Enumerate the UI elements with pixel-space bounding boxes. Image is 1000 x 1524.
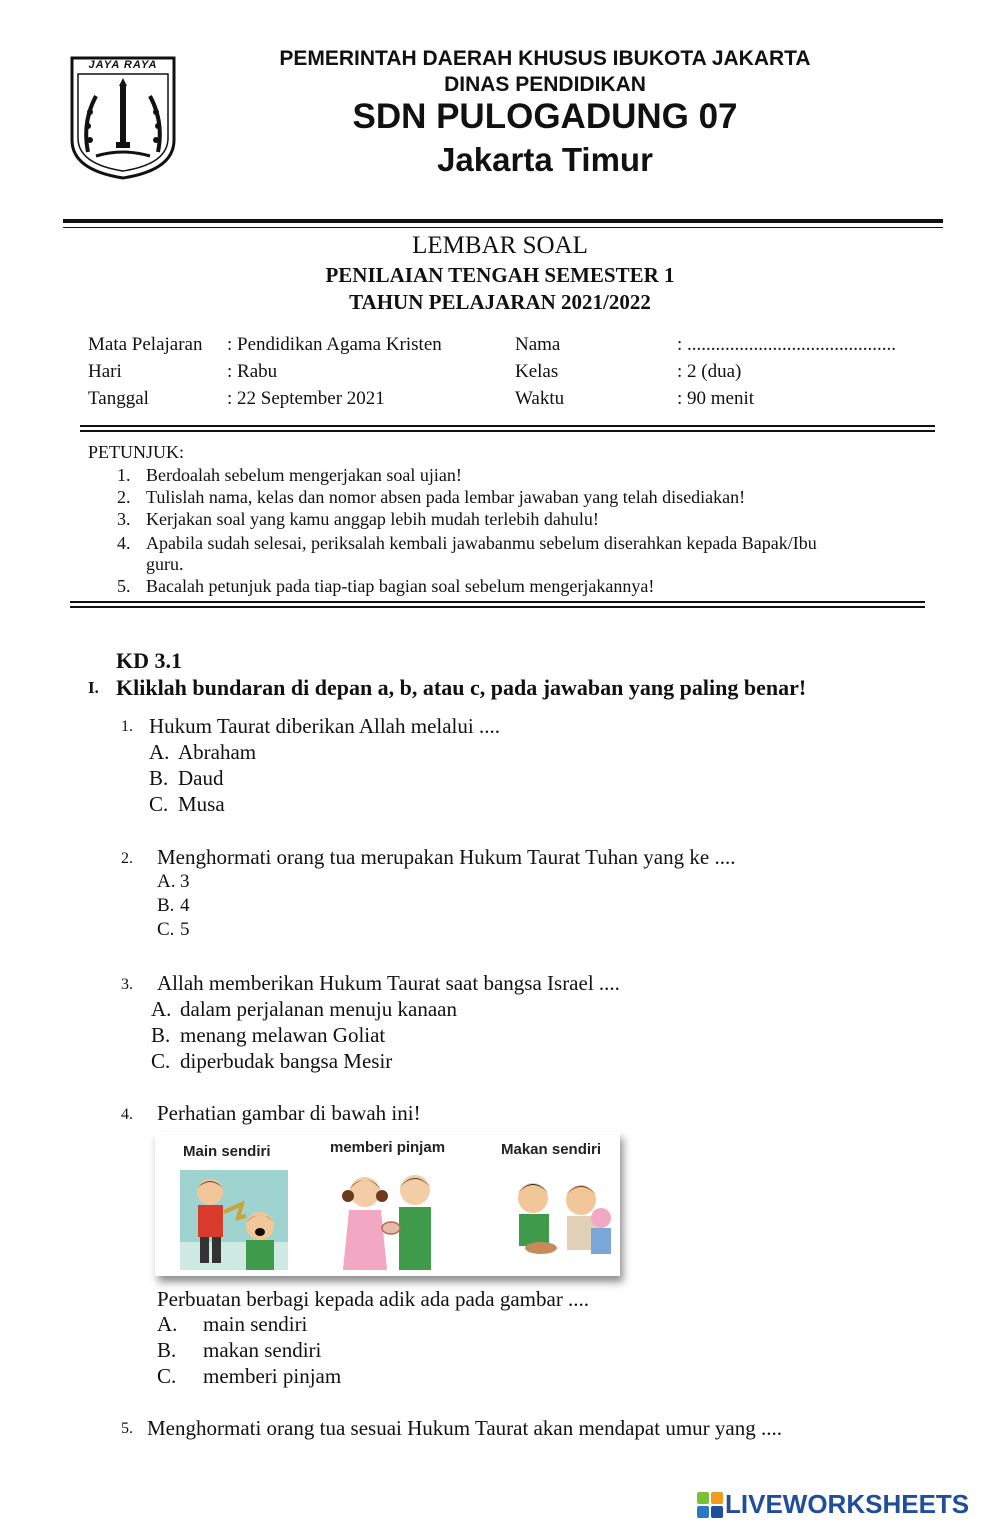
question-followup: Perbuatan berbagi kepada adik ada pada gambar ....	[157, 1287, 590, 1311]
option-letter[interactable]: C.	[157, 919, 175, 940]
option-text[interactable]: Daud	[178, 766, 224, 790]
date-value: : 22 September 2021	[227, 388, 385, 409]
section-roman: I.	[88, 678, 99, 697]
option-letter[interactable]: A.	[149, 740, 170, 764]
header-school-name: SDN PULOGADUNG 07	[352, 97, 738, 136]
liveworksheets-wordmark: LIVEWORKSHEETS	[725, 1489, 970, 1519]
instruction-text: Tulislah nama, kelas dan nomor absen pada lembar jawaban yang telah disediakan!	[146, 487, 746, 507]
instructions-divider-bottom	[70, 606, 925, 608]
question-number: 5.	[121, 1420, 133, 1437]
picture-caption: Makan sendiri	[501, 1141, 602, 1158]
instruction-text: Kerjakan soal yang kamu anggap lebih mudah terlebih dahulu!	[146, 509, 599, 529]
name-label: Nama	[515, 334, 561, 355]
instructions-divider-top	[70, 601, 925, 603]
academic-year: TAHUN PELAJARAN 2021/2022	[349, 290, 651, 314]
class-label: Kelas	[515, 361, 559, 382]
option-text[interactable]: memberi pinjam	[203, 1364, 342, 1388]
day-label: Hari	[88, 361, 122, 382]
option-text[interactable]: Abraham	[178, 740, 257, 764]
instructions-heading: PETUNJUK:	[88, 442, 185, 462]
date-label: Tanggal	[88, 388, 149, 409]
instruction-number: 5.	[117, 576, 131, 596]
header-department: DINAS PENDIDIKAN	[444, 73, 646, 96]
option-text[interactable]: 3	[180, 871, 190, 892]
option-letter[interactable]: C.	[151, 1049, 171, 1073]
picture-caption: memberi pinjam	[330, 1139, 446, 1156]
subject-label: Mata Pelajaran	[88, 334, 203, 355]
header-divider-thick	[63, 219, 943, 223]
instruction-number: 2.	[117, 487, 131, 507]
subject-value: : Pendidikan Agama Kristen	[227, 334, 442, 355]
time-value: : 90 menit	[677, 388, 755, 409]
option-text[interactable]: menang melawan Goliat	[180, 1023, 386, 1047]
option-text[interactable]: dalam perjalanan menuju kanaan	[180, 997, 457, 1021]
option-text[interactable]: 5	[180, 919, 190, 940]
time-label: Waktu	[515, 388, 565, 409]
instruction-number: 3.	[117, 509, 131, 529]
liveworksheets-icon	[697, 1492, 723, 1518]
sheet-title: LEMBAR SOAL	[412, 232, 588, 259]
instruction-number: 4.	[117, 533, 131, 553]
instruction-number: 1.	[117, 465, 131, 485]
instruction-text-continued: guru.	[146, 554, 184, 574]
name-value: : ............................................	[677, 334, 897, 355]
jakarta-logo	[66, 52, 180, 182]
option-letter[interactable]: B.	[151, 1023, 171, 1047]
option-letter[interactable]: B.	[149, 766, 169, 790]
option-letter[interactable]: B.	[157, 1338, 177, 1362]
option-text[interactable]: Musa	[178, 792, 225, 816]
instruction-text: Apabila sudah selesai, periksalah kembali jawabanmu sebelum diserahkan kepada Bapak/Ibu	[146, 533, 817, 553]
option-text[interactable]: makan sendiri	[203, 1338, 322, 1362]
logo-motto: JAYA RAYA	[88, 59, 158, 71]
option-letter[interactable]: A.	[151, 997, 172, 1021]
kd-heading: KD 3.1	[116, 648, 182, 673]
question-number: 3.	[121, 976, 133, 993]
question-text: Allah memberikan Hukum Taurat saat bangsa Israel ....	[157, 971, 620, 995]
lending-illustration	[335, 1166, 445, 1270]
section-instruction: Kliklah bundaran di depan a, b, atau c, pada jawaban yang paling benar!	[116, 675, 807, 700]
day-value: : Rabu	[227, 361, 278, 382]
eating-alone-illustration	[503, 1168, 611, 1262]
instruction-text: Bacalah petunjuk pada tiap-tiap bagian soal sebelum mengerjakannya!	[146, 576, 655, 596]
class-value: : 2 (dua)	[677, 361, 742, 382]
option-letter[interactable]: B.	[157, 895, 175, 916]
header-divider-thin	[63, 227, 943, 228]
exam-title: PENILAIAN TENGAH SEMESTER 1	[325, 263, 675, 287]
question-text: Menghormati orang tua merupakan Hukum Taurat Tuhan yang ke ....	[157, 845, 736, 869]
picture-caption: Main sendiri	[183, 1143, 271, 1160]
option-letter[interactable]: C.	[149, 792, 169, 816]
option-text[interactable]: 4	[180, 895, 190, 916]
question-picture-strip	[155, 1132, 620, 1276]
question-text: Menghormati orang tua sesuai Hukum Taurat akan mendapat umur yang ....	[147, 1416, 782, 1440]
option-letter[interactable]: C.	[157, 1364, 177, 1388]
liveworksheets-logo[interactable]	[697, 1489, 997, 1519]
option-letter[interactable]: A.	[157, 1312, 178, 1336]
info-divider-top	[80, 425, 935, 427]
option-text[interactable]: diperbudak bangsa Mesir	[180, 1049, 393, 1073]
option-letter[interactable]: A.	[157, 871, 176, 892]
header-government: PEMERINTAH DAERAH KHUSUS IBUKOTA JAKARTA	[279, 47, 811, 70]
question-number: 2.	[121, 850, 133, 867]
header-city: Jakarta Timur	[437, 141, 653, 178]
playing-alone-illustration	[180, 1170, 288, 1270]
question-number: 4.	[121, 1106, 133, 1123]
info-divider-bottom	[80, 430, 935, 432]
instruction-text: Berdoalah sebelum mengerjakan soal ujian!	[146, 465, 462, 485]
question-text: Perhatian gambar di bawah ini!	[157, 1101, 421, 1125]
question-text: Hukum Taurat diberikan Allah melalui ....	[149, 714, 500, 738]
question-number: 1.	[121, 718, 133, 735]
option-text[interactable]: main sendiri	[203, 1312, 308, 1336]
